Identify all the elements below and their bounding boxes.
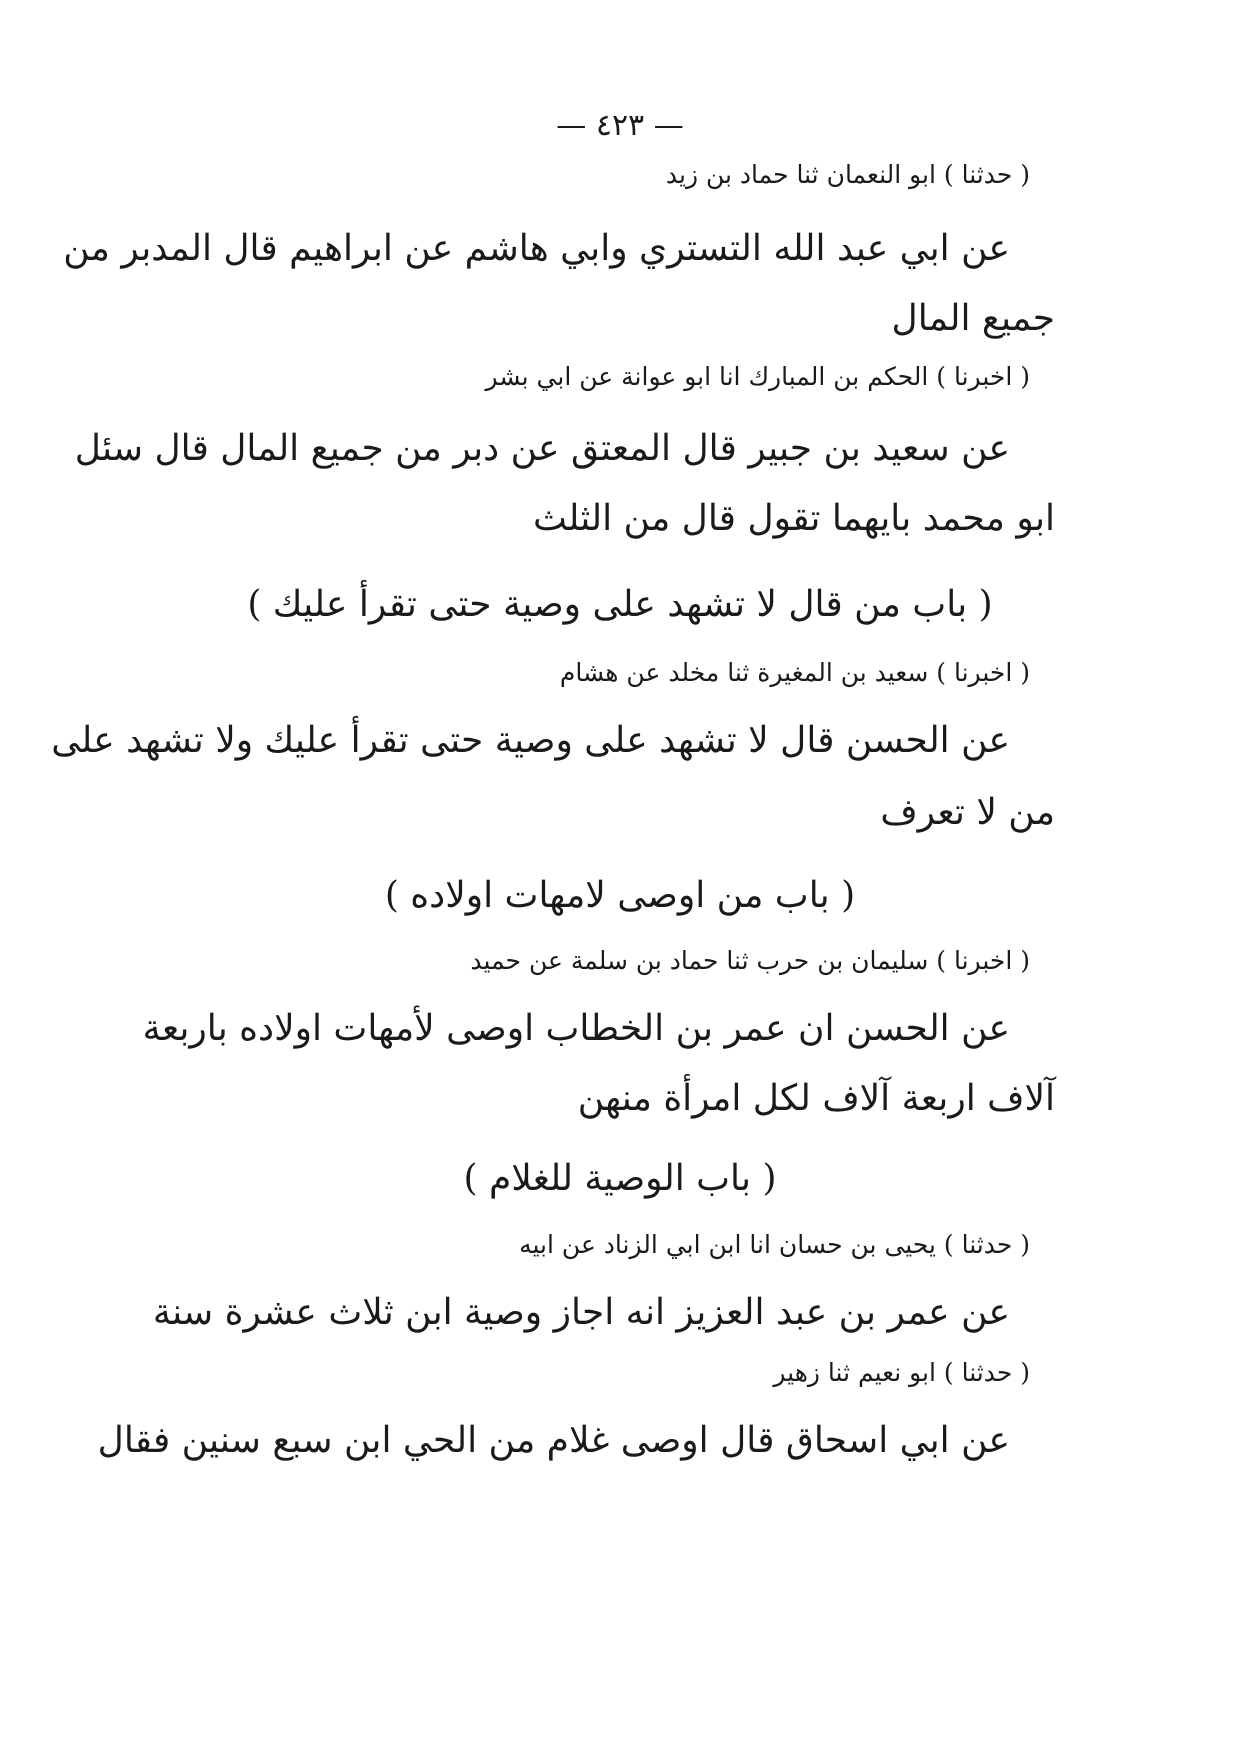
text-line: عن سعيد بن جبير قال المعتق عن دبر من جميع المال قال سئل (74, 428, 1010, 469)
text-line: من لا تعرف (880, 792, 1055, 833)
page-number: — ٤٢٣ — (556, 108, 684, 143)
isnad-line: ( اخبرنا ) الحكم بن المبارك انا ابو عوانة عن ابي بشر (485, 362, 1030, 391)
isnad-line: ( حدثنا ) ابو نعيم ثنا زهير (773, 1358, 1030, 1387)
chapter-heading: ( باب من اوصى لامهات اولاده ) (384, 875, 856, 916)
text-line: جميع المال (891, 298, 1055, 339)
chapter-heading: ( باب الوصية للغلام ) (463, 1158, 777, 1199)
text-line: آلاف اربعة آلاف لكل امرأة منهن (577, 1078, 1055, 1119)
text-line: عن الحسن قال لا تشهد على وصية حتى تقرأ عليك ولا تشهد على (51, 720, 1010, 761)
isnad-line: ( حدثنا ) يحيى بن حسان انا ابن ابي الزناد عن ابيه (519, 1230, 1030, 1259)
text-line: عن ابي اسحاق قال اوصى غلام من الحي ابن سبع سنين فقال (97, 1420, 1010, 1461)
isnad-line: ( حدثنا ) ابو النعمان ثنا حماد بن زيد (665, 160, 1030, 189)
text-line: عن عمر بن عبد العزيز انه اجاز وصية ابن ثلاث عشرة سنة (152, 1292, 1010, 1333)
chapter-heading: ( باب من قال لا تشهد على وصية حتى تقرأ عليك ) (247, 584, 993, 625)
text-line: ابو محمد بايهما تقول قال من الثلث (533, 498, 1055, 539)
isnad-line: ( اخبرنا ) سليمان بن حرب ثنا حماد بن سلمة عن حميد (470, 946, 1030, 975)
text-line: عن الحسن ان عمر بن الخطاب اوصى لأمهات اولاده باربعة (142, 1008, 1010, 1049)
text-line: عن ابي عبد الله التستري وابي هاشم عن ابراهيم قال المدبر من (63, 228, 1010, 269)
isnad-line: ( اخبرنا ) سعيد بن المغيرة ثنا مخلد عن هشام (559, 658, 1030, 687)
